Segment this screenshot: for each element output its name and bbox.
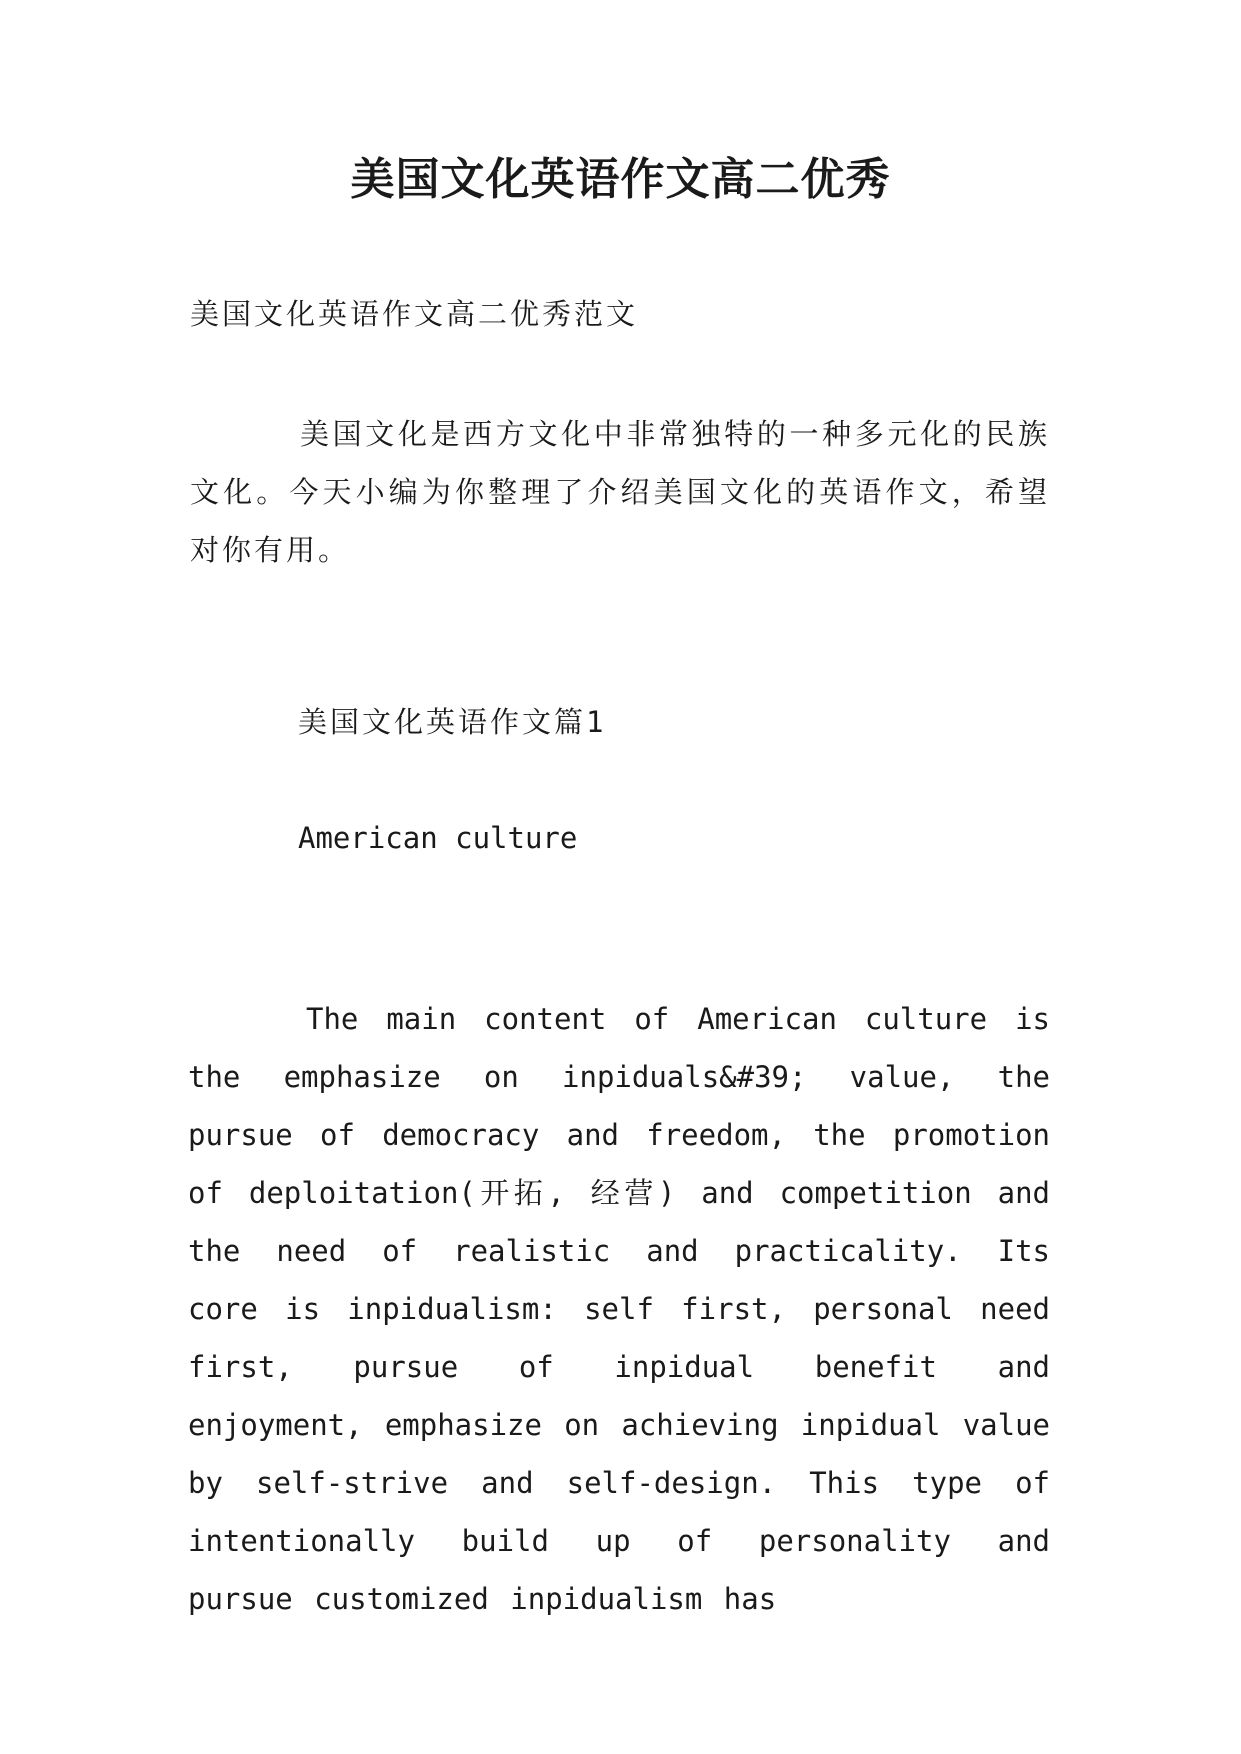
intro-paragraph: 美国文化是西方文化中非常独特的一种多元化的民族文化。今天小编为你整理了介绍美国文化的英语作文，希望对你有用。: [190, 417, 1050, 567]
document-subtitle: 美国文化英语作文高二优秀范文: [190, 297, 639, 331]
section-heading: 美国文化英语作文篇1: [298, 705, 607, 739]
essay-body-paragraph: The main content of American culture is the emphasize on inpiduals&#39; value, the pursue of democracy and freedom, the promotion of deploitation(开拓, 经营) and competition and the need of realistic and practicality. Its core is inpidualism: self first, personal need first, pursue of inpidual benefit and enjoyment, emphasize on achieving inpidual value by self-strive and self-design. This type of intentionally build up of personality and pursue customized inpidualism has: [188, 1002, 1050, 1616]
page-title: 美国文化英语作文高二优秀: [350, 154, 891, 205]
essay-title: American culture: [298, 821, 578, 855]
